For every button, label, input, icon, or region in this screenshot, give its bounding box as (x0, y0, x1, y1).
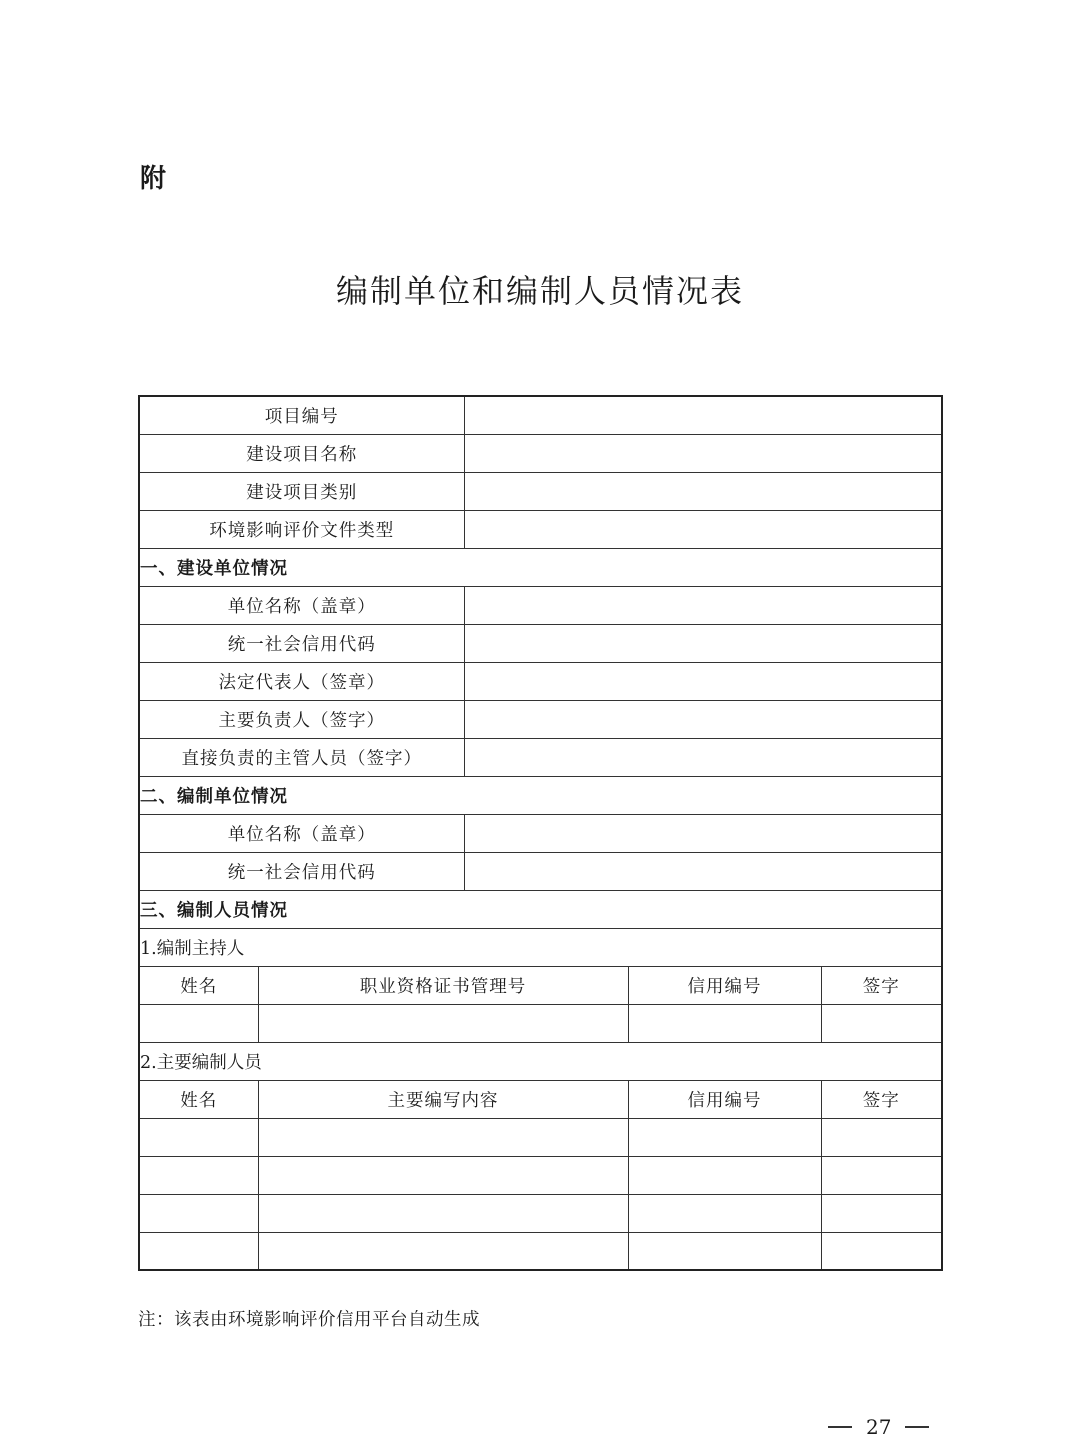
project-category-label: 建设项目类别 (139, 472, 464, 510)
staff-name-cell[interactable] (139, 1118, 258, 1156)
builder-name-label: 单位名称（盖章） (139, 586, 464, 624)
dash-left (828, 1426, 852, 1428)
form-table (138, 395, 943, 1271)
col-content-header: 主要编写内容 (258, 1080, 628, 1118)
host-name-cell[interactable] (139, 1004, 258, 1042)
table-row (139, 852, 942, 890)
project-name-label: 建设项目名称 (139, 434, 464, 472)
table-row (139, 738, 942, 776)
legal-rep-field[interactable] (464, 662, 942, 700)
section3-title: 三、编制人员情况 (139, 890, 942, 928)
page-title: 编制单位和编制人员情况表 (335, 272, 744, 310)
section-header-row (139, 548, 942, 586)
builder-name-field[interactable] (464, 586, 942, 624)
host-subtitle: 1.编制主持人 (139, 928, 942, 966)
host-cert-cell[interactable] (258, 1004, 628, 1042)
col-credit-header: 信用编号 (628, 966, 821, 1004)
table-row (139, 1194, 942, 1232)
staff-credit-cell[interactable] (628, 1232, 821, 1270)
attachment-label: 附 (140, 164, 168, 194)
table-row (139, 1232, 942, 1270)
staff-content-cell[interactable] (258, 1156, 628, 1194)
compiler-name-field[interactable] (464, 814, 942, 852)
staff-name-cell[interactable] (139, 1156, 258, 1194)
legal-rep-label: 法定代表人（签章） (139, 662, 464, 700)
column-header-row (139, 966, 942, 1004)
staff-subtitle: 2.主要编制人员 (139, 1042, 942, 1080)
col-signature-header: 签字 (821, 966, 942, 1004)
staff-signature-cell[interactable] (821, 1232, 942, 1270)
staff-content-cell[interactable] (258, 1118, 628, 1156)
table-row (139, 1118, 942, 1156)
eia-doc-type-label: 环境影响评价文件类型 (139, 510, 464, 548)
supervisor-field[interactable] (464, 738, 942, 776)
staff-name-cell[interactable] (139, 1232, 258, 1270)
col-name-header: 姓名 (139, 966, 258, 1004)
table-row (139, 700, 942, 738)
subsection-row (139, 1042, 942, 1080)
table-row (139, 662, 942, 700)
table-row (139, 1156, 942, 1194)
table-row (139, 1004, 942, 1042)
project-category-field[interactable] (464, 472, 942, 510)
staff-content-cell[interactable] (258, 1232, 628, 1270)
column-header-row (139, 1080, 942, 1118)
staff-credit-cell[interactable] (628, 1156, 821, 1194)
compiler-name-label: 单位名称（盖章） (139, 814, 464, 852)
principal-field[interactable] (464, 700, 942, 738)
staff-content-cell[interactable] (258, 1194, 628, 1232)
table-row (139, 586, 942, 624)
staff-signature-cell[interactable] (821, 1118, 942, 1156)
section1-title: 一、建设单位情况 (139, 548, 942, 586)
table-row (139, 472, 942, 510)
table-row (139, 510, 942, 548)
builder-credit-code-field[interactable] (464, 624, 942, 662)
project-number-field[interactable] (464, 396, 942, 434)
page-number (828, 1415, 929, 1439)
host-credit-cell[interactable] (628, 1004, 821, 1042)
staff-name-cell[interactable] (139, 1194, 258, 1232)
table-row (139, 396, 942, 434)
table-row (139, 624, 942, 662)
page-number-value: 27 (866, 1415, 892, 1439)
staff-credit-cell[interactable] (628, 1118, 821, 1156)
compiler-credit-code-field[interactable] (464, 852, 942, 890)
section-header-row (139, 776, 942, 814)
subsection-row (139, 928, 942, 966)
compiler-credit-code-label: 统一社会信用代码 (139, 852, 464, 890)
staff-signature-cell[interactable] (821, 1194, 942, 1232)
section-header-row (139, 890, 942, 928)
staff-credit-cell[interactable] (628, 1194, 821, 1232)
table-row (139, 814, 942, 852)
footnote: 注：该表由环境影响评价信用平台自动生成 (138, 1310, 480, 1330)
col-name-header: 姓名 (139, 1080, 258, 1118)
dash-right (905, 1426, 929, 1428)
section2-title: 二、编制单位情况 (139, 776, 942, 814)
col-cert-header: 职业资格证书管理号 (258, 966, 628, 1004)
project-name-field[interactable] (464, 434, 942, 472)
project-number-label: 项目编号 (139, 396, 464, 434)
staff-signature-cell[interactable] (821, 1156, 942, 1194)
builder-credit-code-label: 统一社会信用代码 (139, 624, 464, 662)
eia-doc-type-field[interactable] (464, 510, 942, 548)
col-credit-header: 信用编号 (628, 1080, 821, 1118)
principal-label: 主要负责人（签字） (139, 700, 464, 738)
table-row (139, 434, 942, 472)
supervisor-label: 直接负责的主管人员（签字） (139, 738, 464, 776)
col-signature-header: 签字 (821, 1080, 942, 1118)
host-signature-cell[interactable] (821, 1004, 942, 1042)
